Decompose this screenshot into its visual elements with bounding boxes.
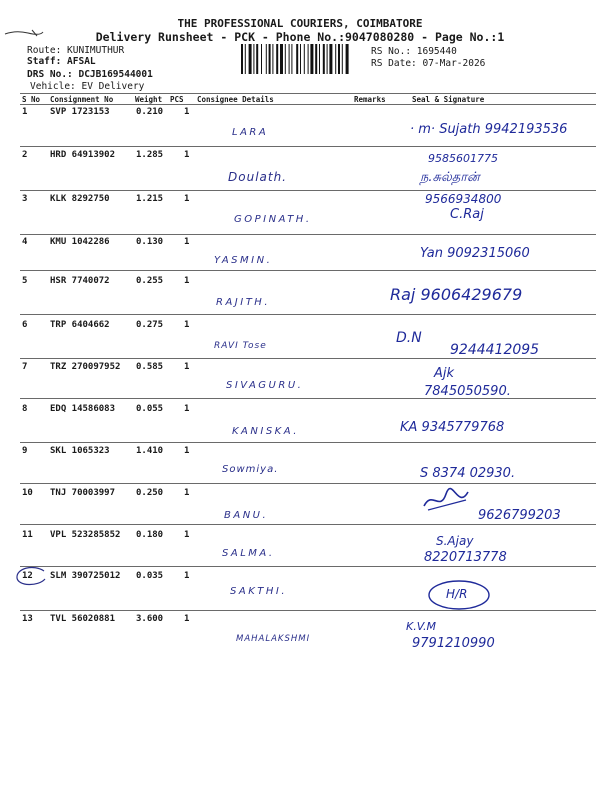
vehicle-label: Vehicle: EV Delivery <box>30 81 145 92</box>
row-rule <box>20 314 596 315</box>
row-7-sno: 7 <box>22 362 28 372</box>
rs-date-label: RS Date: 07-Mar-2026 <box>371 58 486 69</box>
row-13-sno: 13 <box>22 614 33 624</box>
row-3-consignee: GOPINATH. <box>234 214 312 225</box>
row-rule <box>20 270 596 271</box>
row-4-sno: 4 <box>22 237 28 247</box>
header-top-rule <box>20 93 596 94</box>
col-seal: Seal & Signature <box>412 95 485 104</box>
row-10-weight: 0.250 <box>136 488 164 498</box>
row-8-consignment: EDQ 14586083 <box>50 404 116 414</box>
row-12-signature: H/R <box>446 587 468 601</box>
row-10-consignee: BANU. <box>224 510 269 521</box>
row-7-weight: 0.585 <box>136 362 164 372</box>
row-10-pcs: 1 <box>184 488 190 498</box>
row-11-consignee: SALMA. <box>222 548 275 559</box>
row-2-weight: 1.285 <box>136 150 164 160</box>
row-3-signature: C.Raj <box>450 207 484 222</box>
row-4-consignee: YASMIN. <box>214 255 273 266</box>
row-5-weight: 0.255 <box>136 276 164 286</box>
row-13-phone: 9791210990 <box>412 636 495 651</box>
row-11-phone: 8220713778 <box>424 550 507 565</box>
col-consignment: Consignment No <box>50 95 114 104</box>
row-2-sno: 2 <box>22 150 28 160</box>
row-8-weight: 0.055 <box>136 404 164 414</box>
row-13-consignment: TVL 56020881 <box>50 614 116 624</box>
row-11-weight: 0.180 <box>136 530 164 540</box>
row-6-weight: 0.275 <box>136 320 164 330</box>
row-rule <box>20 358 596 359</box>
row-3-phone: 9566934800 <box>425 192 502 206</box>
row-5-pcs: 1 <box>184 276 190 286</box>
row-8-pcs: 1 <box>184 404 190 414</box>
row-rule <box>20 524 596 525</box>
row-4-weight: 0.130 <box>136 237 164 247</box>
row-12-consignment: SLM 390725012 <box>50 571 121 581</box>
col-weight: Weight <box>135 95 163 104</box>
row-4-consignment: KMU 1042286 <box>50 237 110 247</box>
row-1-pcs: 1 <box>184 107 190 117</box>
row-6-pcs: 1 <box>184 320 190 330</box>
row-4-signature: Yan 9092315060 <box>420 246 530 261</box>
drs-label: DRS No.: DCJB169544001 <box>27 69 153 80</box>
row-11-sno: 11 <box>22 530 33 540</box>
col-remarks: Remarks <box>354 95 386 104</box>
row-2-consignee: Doulath. <box>228 170 287 184</box>
row-7-consignment: TRZ 270097952 <box>50 362 121 372</box>
row-9-sno: 9 <box>22 446 28 456</box>
row-9-consignee: Sowmiya. <box>222 464 279 475</box>
row-12-consignee: SAKTHI. <box>230 586 288 597</box>
row-12-weight: 0.035 <box>136 571 164 581</box>
col-consignee: Consignee Details <box>197 95 274 104</box>
col-pcs: PCS <box>170 95 184 104</box>
col-sno: S No <box>22 95 41 104</box>
row-5-signature: Raj 9606429679 <box>390 285 523 304</box>
row-2-pcs: 1 <box>184 150 190 160</box>
row-3-consignment: KLK 8292750 <box>50 194 110 204</box>
row-3-sno: 3 <box>22 194 28 204</box>
row-7-pcs: 1 <box>184 362 190 372</box>
row-13-weight: 3.600 <box>136 614 164 624</box>
row-rule <box>20 146 596 147</box>
row-rule <box>20 566 596 567</box>
row-6-sno: 6 <box>22 320 28 330</box>
row-7-consignee: SIVAGURU. <box>226 380 304 391</box>
row-10-signature-scribble <box>422 486 472 516</box>
row-11-consignment: VPL 523285852 <box>50 530 121 540</box>
row-2-phone: 9585601775 <box>428 152 498 165</box>
row-rule <box>20 190 596 191</box>
row-2-signature: ந.சுல்தான் <box>420 170 480 185</box>
row-rule <box>20 442 596 443</box>
staff-label: Staff: AFSAL <box>27 56 96 67</box>
row-10-sno: 10 <box>22 488 33 498</box>
document-subtitle: Delivery Runsheet - PCK - Phone No.:9047080280 - Page No.:1 <box>95 30 505 44</box>
document-title: THE PROFESSIONAL COURIERS, COIMBATORE <box>177 17 423 30</box>
row-11-signature: S.Ajay <box>436 534 474 548</box>
row-10-phone: 9626799203 <box>478 508 561 523</box>
row-6-consignee: RAVI Tose <box>214 341 267 351</box>
row-7-phone: 7845050590. <box>424 384 511 399</box>
row-2-consignment: HRD 64913902 <box>50 150 116 160</box>
row-13-signature: K.V.M <box>406 620 436 633</box>
header-bottom-rule <box>20 104 596 105</box>
row-5-sno: 5 <box>22 276 28 286</box>
row-11-pcs: 1 <box>184 530 190 540</box>
row-3-pcs: 1 <box>184 194 190 204</box>
row-8-consignee: KANISKA. <box>232 426 299 437</box>
row-rule <box>20 234 596 235</box>
row-9-signature: S 8374 02930. <box>420 466 516 481</box>
row-6-signature: D.N <box>396 330 422 346</box>
route-label: Route: KUNIMUTHUR <box>27 45 125 56</box>
row-12-sno: 12 <box>22 571 33 581</box>
rs-no-label: RS No.: 1695440 <box>371 46 457 57</box>
row-9-pcs: 1 <box>184 446 190 456</box>
row-13-consignee: MAHALAKSHMI <box>236 634 311 644</box>
row-9-consignment: SKL 1065323 <box>50 446 110 456</box>
row-7-signature: Ajk <box>434 366 455 381</box>
row-5-consignee: RAJITH. <box>216 297 270 308</box>
row-3-weight: 1.215 <box>136 194 164 204</box>
row-8-signature: KA 9345779768 <box>400 420 505 435</box>
row-10-consignment: TNJ 70003997 <box>50 488 116 498</box>
row-1-signature: · m· Sujath 9942193536 <box>410 122 568 137</box>
drs-barcode <box>240 44 368 74</box>
row-1-sno: 1 <box>22 107 28 117</box>
row-12-pcs: 1 <box>184 571 190 581</box>
row-1-weight: 0.210 <box>136 107 164 117</box>
row-13-pcs: 1 <box>184 614 190 624</box>
row-9-weight: 1.410 <box>136 446 164 456</box>
row-rule <box>20 483 596 484</box>
row-6-consignment: TRP 6404662 <box>50 320 110 330</box>
row-5-consignment: HSR 7740072 <box>50 276 110 286</box>
row-8-sno: 8 <box>22 404 28 414</box>
row-6-phone: 9244412095 <box>450 342 540 358</box>
row-rule <box>20 610 596 611</box>
row-1-consignee: LARA <box>232 127 269 138</box>
row-4-pcs: 1 <box>184 237 190 247</box>
row-1-consignment: SVP 1723153 <box>50 107 110 117</box>
